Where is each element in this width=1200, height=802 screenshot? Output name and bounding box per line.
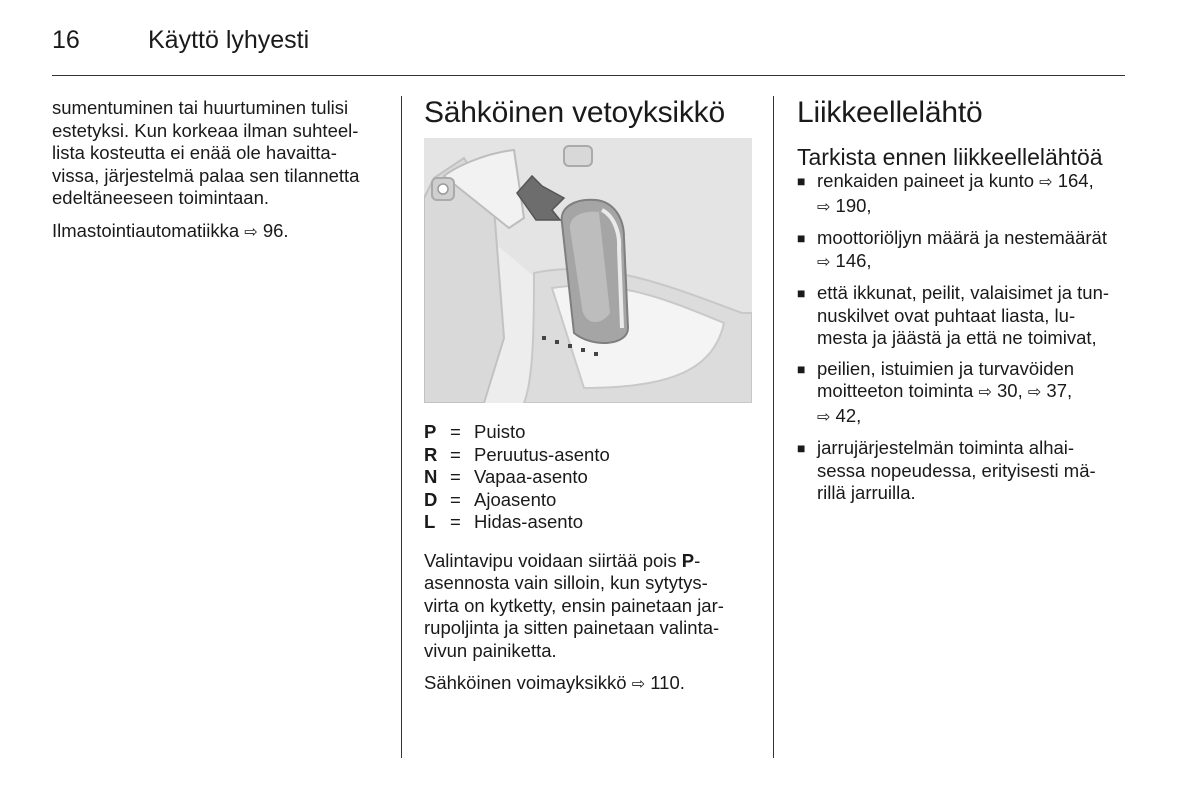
gear-label: Hidas-asento [474,511,584,532]
column-divider-1 [401,96,402,758]
ref-text: Sähköinen voimayksikkö [424,672,627,693]
ref-page: 146, [835,249,872,271]
gear-label: Ajoasento [474,488,557,510]
column-1-paragraph [52,97,387,210]
text-line: mesta ja jäästä ja että ne toimivat, [817,327,1097,348]
text-line [817,250,1127,275]
page-number: 16 [52,26,80,54]
gear-legend [424,421,610,534]
gear-row [424,466,610,489]
page-ref-icon: ⇨ [817,408,831,426]
ref-page: 42, [835,404,862,426]
bullet-icon: ■ [797,230,806,246]
list-item-text [817,282,1127,350]
ref-page: 30, [997,380,1023,401]
page-ref-icon: ⇨ [817,253,831,271]
page-header-title: Käyttö lyhyesti [148,26,310,54]
column-1 [52,97,387,254]
list-item [797,227,1127,274]
list-item-text [817,170,1127,219]
text-line [817,405,1127,430]
text-line [817,380,1127,405]
text-line: sumentuminen tai huurtuminen tulisi [52,97,349,118]
gear-selector-illustration [424,138,752,403]
gear-key: N [424,466,438,487]
ref-page: 110. [650,672,685,693]
bullet-icon: ■ [797,173,806,189]
gear-eq: = [450,488,461,510]
ref-page: 190, [835,194,872,216]
list-item [797,437,1127,505]
bullet-icon: ■ [797,440,806,456]
selector-paragraph [424,550,759,663]
bullet-icon: ■ [797,360,806,377]
text-line [817,195,1127,220]
gear-key: L [424,511,436,532]
gear-label: Peruutus-asento [474,443,610,465]
list-item-text [817,437,1127,505]
subheading-checklist: Tarkista ennen liikkeellelähtöä [797,144,1103,170]
text-line: vissa, järjestelmä palaa sen tilannetta [52,164,360,186]
page-ref-icon: ⇨ [1039,174,1053,191]
bold-p: P [681,549,695,571]
text-line: että ikkunat, peilit, valaisimet ja tun- [817,282,1110,303]
text-fragment: renkaiden paineet ja kunto [817,170,1035,191]
gear-lever-drawing [424,138,752,403]
gear-row [424,489,610,512]
list-item-text [817,358,1127,430]
text-line: rillä jarruilla. [817,482,916,503]
section-heading-start: Liikkeellelähtö [797,96,983,129]
list-item [797,282,1127,350]
gear-key: P [424,421,437,442]
page-ref-icon: ⇨ [1027,384,1042,401]
gear-eq: = [450,466,461,487]
header-rule [52,75,1125,76]
text-line: nuskilvet ovat puhtaat liasta, lu- [817,304,1076,326]
text-fragment: Valintavipu voidaan siirtää pois [424,549,682,571]
ref-text: Ilmastointiautomatiikka [52,219,240,241]
gear-key: R [424,443,438,465]
gear-eq: = [450,443,461,465]
text-line: estetyksi. Kun korkeaa ilman suhteel- [52,119,359,141]
column-3 [797,96,1127,513]
gear-label: Vapaa-asento [474,466,588,487]
cross-reference [52,220,387,245]
section-heading-drive-unit: Sähköinen vetoyksikkö [424,96,725,129]
text-line: sessa nopeudessa, erityisesti mä- [817,459,1096,481]
text-line: moottoriöljyn määrä ja nestemäärät [817,227,1107,248]
gear-row [424,511,610,534]
text-fragment: moitteeton toiminta [817,380,974,401]
ref-page: 164, [1057,170,1094,191]
column-divider-2 [773,96,774,758]
text-line: lista kosteutta ei enää ole havaitta- [52,142,337,163]
text-line: virta on kytketty, ensin painetaan jar- [424,594,724,616]
page-ref-icon: ⇨ [244,223,258,241]
text-line: vivun painiketta. [424,639,557,661]
gear-row [424,444,610,467]
ref-page: 37, [1046,380,1073,401]
gear-eq: = [450,421,461,442]
page-ref-icon: ⇨ [978,384,992,401]
cross-reference [424,672,759,697]
text-line: edeltäneeseen toimintaan. [52,187,270,208]
column-2 [424,96,759,130]
page-ref-icon: ⇨ [817,198,831,216]
list-item-text [817,227,1127,274]
text-line: rupoljinta ja sitten painetaan valinta- [424,617,720,638]
gear-row [424,421,610,444]
text-line [424,550,759,573]
column-2-body [424,421,759,707]
ref-page: 96. [262,219,289,241]
text-line: asennosta vain silloin, kun sytytys- [424,572,708,593]
list-item [797,170,1127,219]
page-ref-icon: ⇨ [631,676,646,693]
text-line: peilien, istuimien ja turvavöiden [817,357,1075,379]
bullet-icon: ■ [797,285,806,301]
gear-key: D [424,488,438,510]
text-line: jarrujärjestelmän toiminta alhai- [817,437,1075,458]
gear-label: Puisto [474,421,526,442]
text-line [817,170,1127,195]
text-fragment: - [694,549,701,571]
gear-eq: = [450,511,461,532]
list-item [797,358,1127,430]
